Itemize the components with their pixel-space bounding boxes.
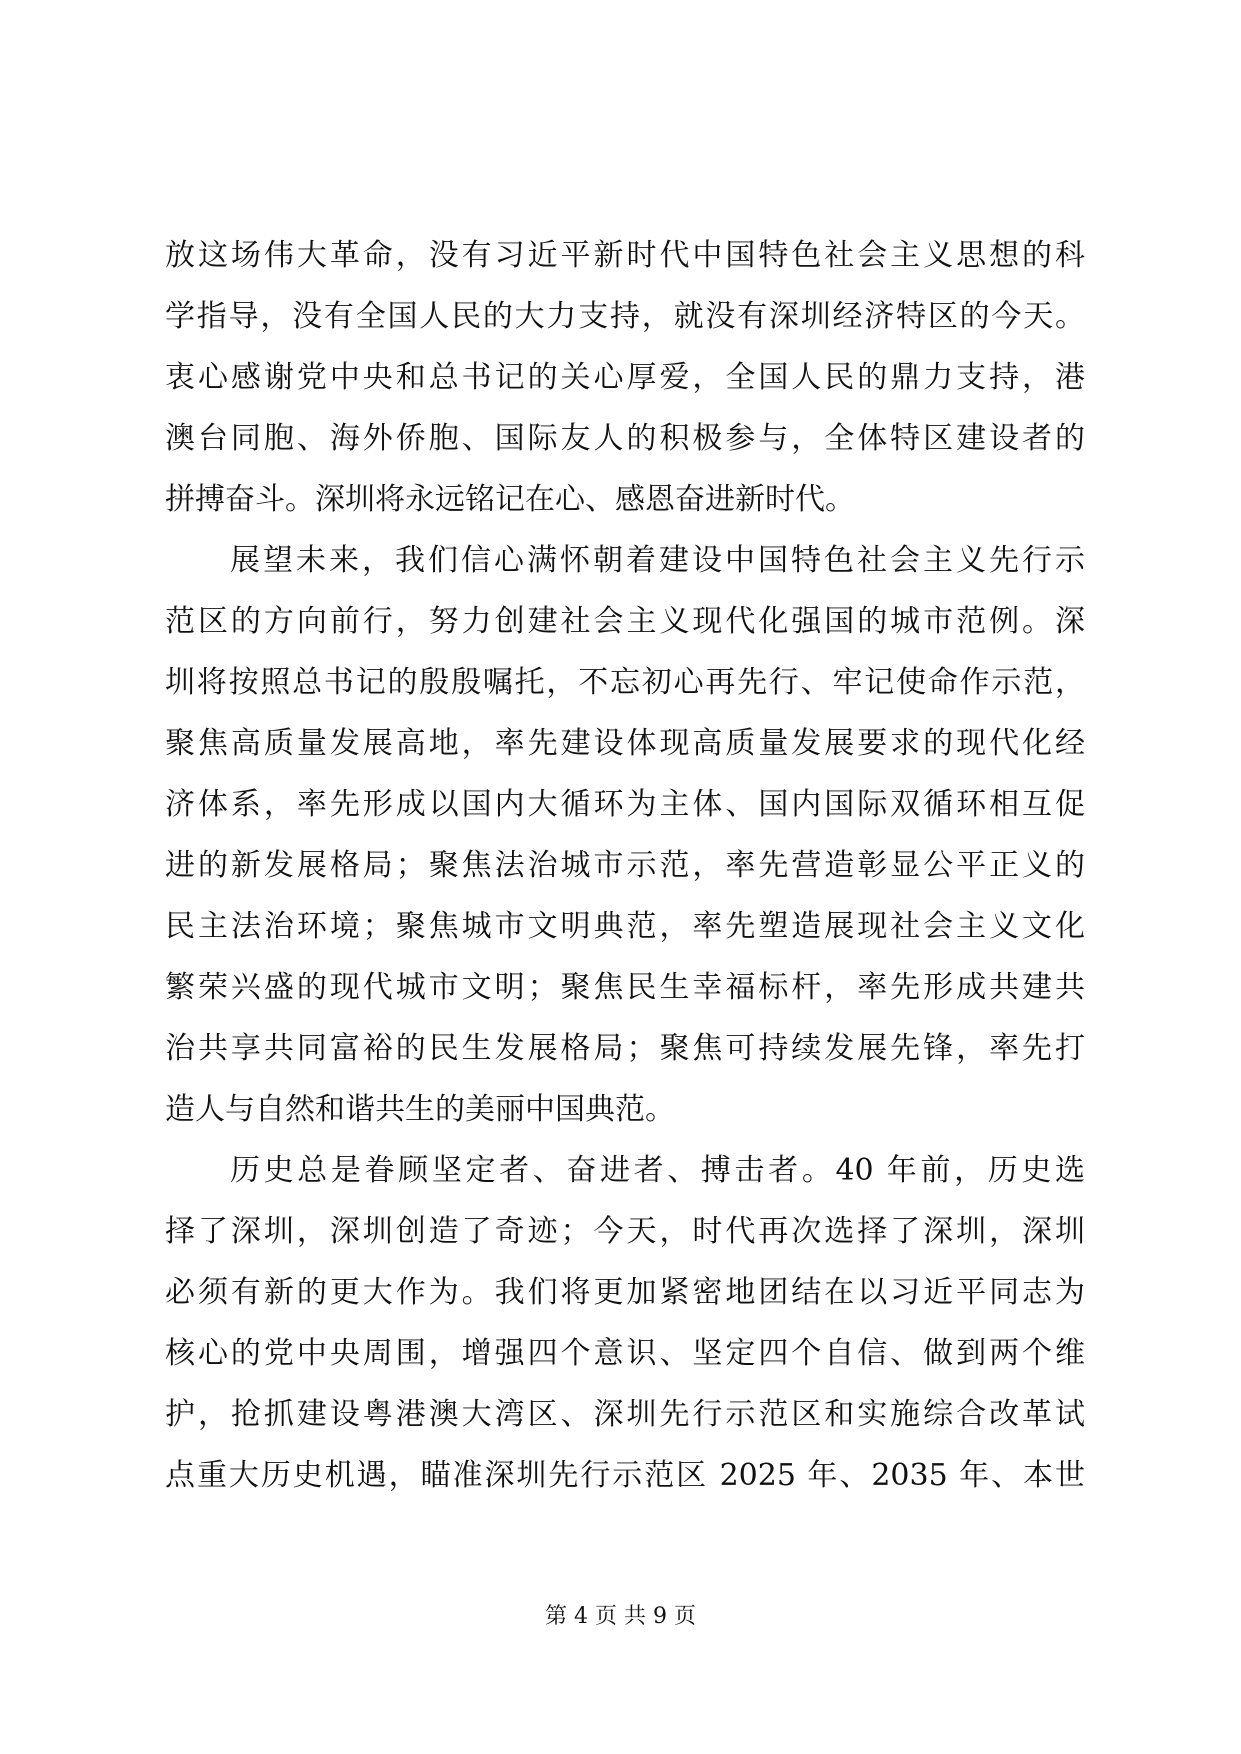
text-line: 聚焦高质量发展高地，率先建设体现高质量发展要求的现代化经 bbox=[165, 726, 1085, 761]
text-line: 衷心感谢党中央和总书记的关心厚爱，全国人民的鼎力支持，港 bbox=[165, 360, 1085, 395]
text-line: 核心的党中央周围，增强四个意识、坚定四个自信、做到两个维 bbox=[165, 1336, 1085, 1371]
document-body bbox=[165, 225, 1085, 1506]
text-line: 治共享共同富裕的民生发展格局；聚焦可持续发展先锋，率先打 bbox=[165, 1031, 1085, 1066]
text-line: 放这场伟大革命，没有习近平新时代中国特色社会主义思想的科 bbox=[165, 238, 1085, 273]
text-line: 点重大历史机遇，瞄准深圳先行示范区 2025 年、2035 年、本世 bbox=[165, 1458, 1085, 1493]
text-line: 造人与自然和谐共生的美丽中国典范。 bbox=[165, 1092, 675, 1127]
text-line: 拼搏奋斗。深圳将永远铭记在心、感恩奋进新时代。 bbox=[165, 482, 855, 517]
text-line: 学指导，没有全国人民的大力支持，就没有深圳经济特区的今天。 bbox=[165, 299, 1085, 334]
page-footer: 第 4 页 共 9 页 bbox=[545, 1604, 696, 1629]
text-line: 民主法治环境；聚焦城市文明典范，率先塑造展现社会主义文化 bbox=[165, 909, 1085, 944]
text-line: 繁荣兴盛的现代城市文明；聚焦民生幸福标杆，率先形成共建共 bbox=[165, 970, 1085, 1005]
text-line: 必须有新的更大作为。我们将更加紧密地团结在以习近平同志为 bbox=[165, 1275, 1085, 1310]
text-line: 济体系，率先形成以国内大循环为主体、国内国际双循环相互促 bbox=[165, 787, 1085, 822]
text-line: 澳台同胞、海外侨胞、国际友人的积极参与，全体特区建设者的 bbox=[165, 421, 1085, 456]
text-line: 护，抢抓建设粤港澳大湾区、深圳先行示范区和实施综合改革试 bbox=[165, 1397, 1085, 1432]
text-line: 圳将按照总书记的殷殷嘱托，不忘初心再先行、牢记使命作示范， bbox=[165, 665, 1085, 700]
text-line: 历史总是眷顾坚定者、奋进者、搏击者。40 年前，历史选 bbox=[230, 1153, 1085, 1188]
text-line: 展望未来，我们信心满怀朝着建设中国特色社会主义先行示 bbox=[230, 543, 1085, 578]
text-line: 范区的方向前行，努力创建社会主义现代化强国的城市范例。深 bbox=[165, 604, 1085, 639]
text-line: 进的新发展格局；聚焦法治城市示范，率先营造彰显公平正义的 bbox=[165, 848, 1085, 883]
text-line: 择了深圳，深圳创造了奇迹；今天，时代再次选择了深圳，深圳 bbox=[165, 1214, 1085, 1249]
